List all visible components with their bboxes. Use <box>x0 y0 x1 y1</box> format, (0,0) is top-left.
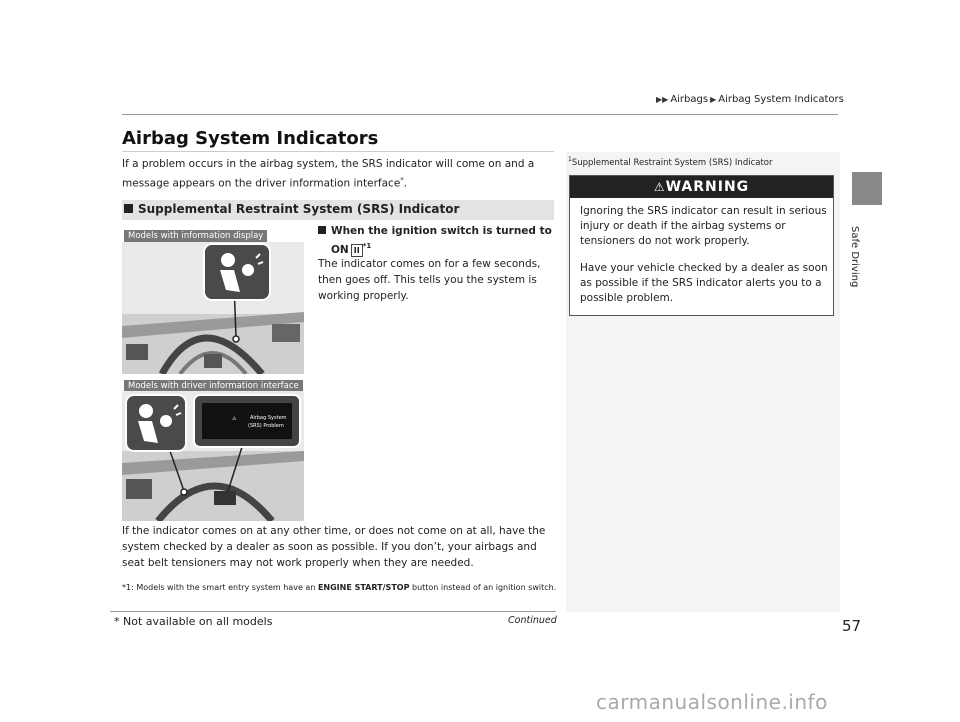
section-tab-label: Safe Driving <box>849 226 860 288</box>
intro-paragraph: If a problem occurs in the airbag system, the SRS indicator will come on and a message appears on the driver information interface*. <box>122 158 535 190</box>
footer-divider <box>110 611 556 612</box>
subheading-ignition-on: When the ignition switch is turned to ON II $^{*1}$ <box>318 224 558 258</box>
dashboard-illustration-1 <box>122 242 304 374</box>
header-divider <box>122 114 838 115</box>
page-title: Airbag System Indicators <box>122 128 379 149</box>
page-number: 57 <box>842 617 862 635</box>
breadcrumb-item-airbags[interactable]: Airbags <box>670 94 709 105</box>
arrow-icon: ▶▶ <box>656 95 669 104</box>
dashboard-illustration-2 <box>122 391 304 521</box>
watermark: carmanualsonline.info <box>596 690 828 714</box>
footnote: *1: Models with the smart entry system have an ENGINE START/STOP button instead of an ignition switch. <box>122 583 557 592</box>
continued-label: Continued <box>508 615 557 626</box>
warning-triangle-icon: ⚠ <box>653 180 666 194</box>
not-available-note: * Not available on all models <box>114 615 273 628</box>
side-note-title: $^1$Supplemental Restraint System (SRS) Indicator <box>568 156 773 168</box>
warning-text-1: Ignoring the SRS indicator can result in serious injury or death if the airbag systems or tensioners do not work properly. <box>580 205 827 247</box>
bullet-square-icon <box>124 204 133 213</box>
indicator-description: The indicator comes on for a few seconds, then goes off. This tells you the system is working properly. <box>318 258 541 302</box>
breadcrumb <box>654 94 844 105</box>
footnote-ref: *1 <box>362 242 372 250</box>
section-tab-marker <box>852 172 882 205</box>
not-available-mark: * <box>400 176 404 184</box>
warning-header: ⚠WARNING <box>570 176 833 198</box>
section-heading <box>122 200 554 220</box>
screen-message-line-1: Airbag System <box>250 415 287 421</box>
image-label-information-display: Models with information display <box>124 230 267 242</box>
svg-text:⚠: ⚠ <box>232 416 237 422</box>
ignition-position-badge: II <box>351 244 363 257</box>
breadcrumb-item-indicators[interactable]: Airbag System Indicators <box>718 94 844 105</box>
screen-message-line-2: (SRS) Problem <box>248 423 284 429</box>
problem-paragraph: If the indicator comes on at any other time, or does not come on at all, have the system checked by a dealer as soon as possible. If you don’t, your airbags and seat belt tensioners may not work properly when they are needed. <box>122 525 546 569</box>
arrow-icon: ▶ <box>710 95 717 104</box>
bullet-square-icon <box>318 226 326 234</box>
warning-box <box>569 175 834 316</box>
image-label-driver-information-interface: Models with driver information interface <box>124 380 303 392</box>
title-divider <box>122 151 554 152</box>
section-title: Supplemental Restraint System (SRS) Indicator <box>138 202 460 216</box>
warning-text-2: Have your vehicle checked by a dealer as soon as possible if the SRS indicator alerts you to a possible problem. <box>580 262 828 304</box>
